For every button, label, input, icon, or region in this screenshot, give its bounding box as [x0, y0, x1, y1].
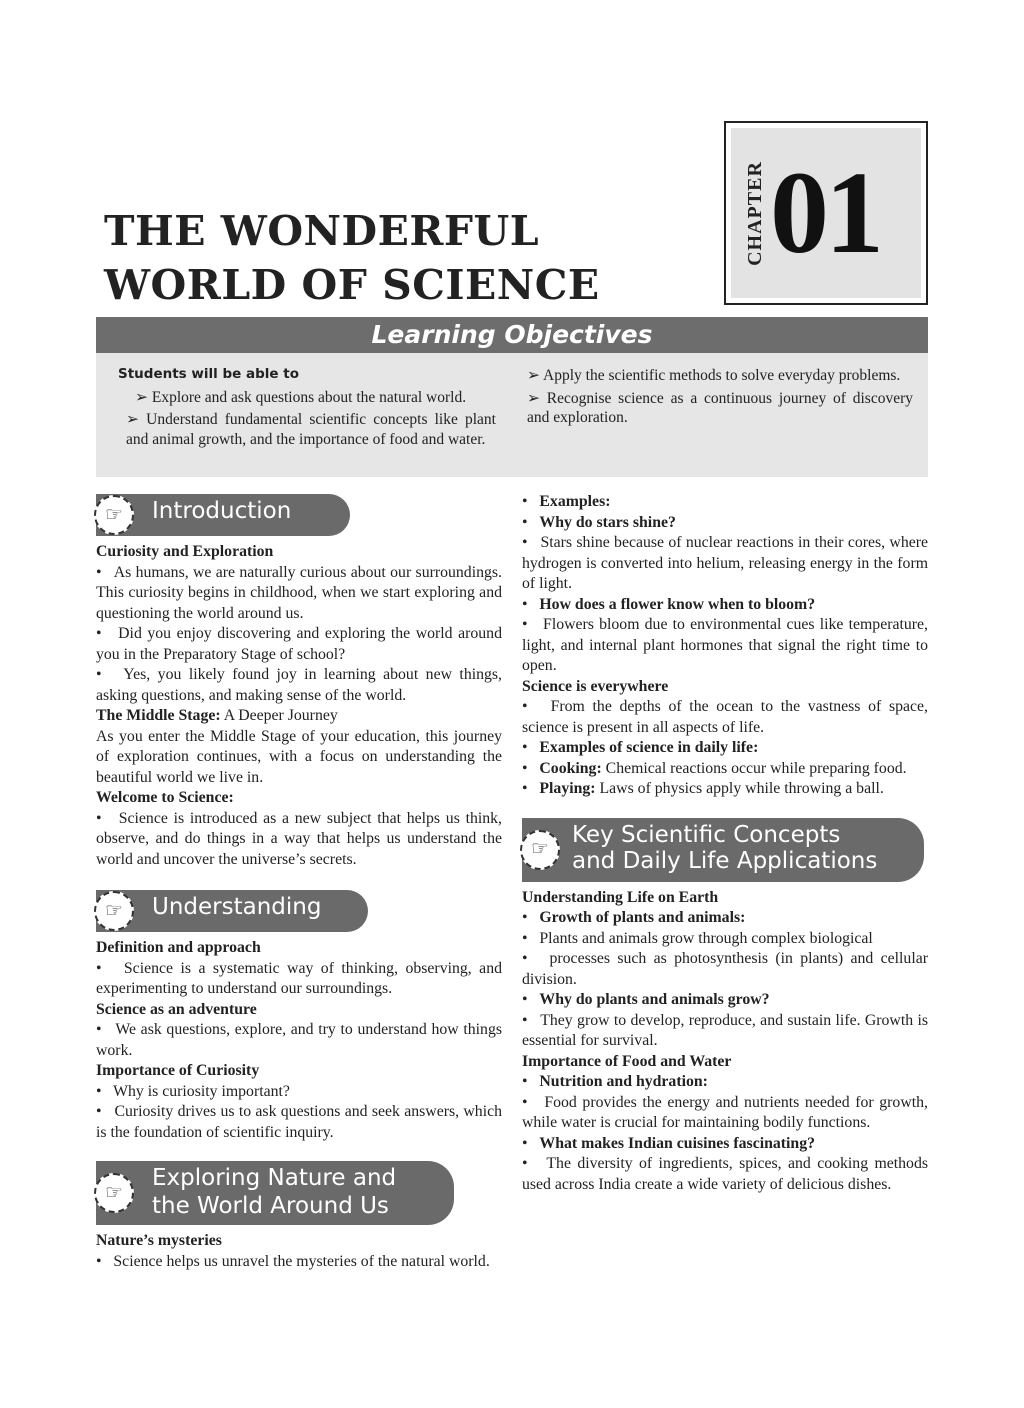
section-title: Understanding: [152, 894, 322, 920]
bullet-item: • Science is a systematic way of thinking, observing, and experimenting to understand our surroundings.: [96, 959, 502, 997]
pointing-hand-icon: ☞: [94, 1173, 134, 1213]
bullet-item: • Examples:: [522, 493, 611, 510]
bullet-item: • Food provides the energy and nutrients needed for growth, while water is crucial for maintaining bodily functions.: [522, 1093, 928, 1131]
bullet-item: • Flowers bloom due to environmental cues like temperature, light, and internal plant hormones that signal the right time to open.: [522, 616, 928, 674]
objective-item: ➢ Understand fundamental scientific concepts like plant and animal growth, and the importance of food and water.: [126, 411, 496, 448]
title-line-1: THE WONDERFUL: [104, 207, 540, 255]
subheading: Understanding Life on Earth: [522, 888, 719, 906]
subheading: Science as an adventure: [96, 1000, 257, 1018]
bullet-item: • Examples of science in daily life:: [522, 739, 759, 756]
objectives-right: [527, 366, 913, 431]
bullet-item: • Did you enjoy discovering and exploring the world around you in the Preparatory Stage of school?: [96, 625, 502, 663]
bullet-item: • Playing: Laws of physics apply while throwing a ball.: [522, 780, 884, 797]
subheading: Nature’s mysteries: [96, 1232, 222, 1249]
title-line-2: WORLD OF SCIENCE: [104, 261, 600, 309]
bullet-item: • Science is introduced as a new subject that helps us think, observe, and do things in a way that helps us understand the world and uncover the universe’s secrets.: [96, 809, 502, 868]
pointing-hand-icon: ☞: [94, 891, 134, 931]
bullet-item: • Plants and animals grow through complex biological: [522, 929, 873, 947]
bullet-item: • Yes, you likely found joy in learning about new things, asking questions, and making sense of the world.: [96, 666, 503, 704]
chapter-label: CHAPTER: [743, 160, 766, 266]
pointing-hand-icon: ☞: [520, 830, 560, 870]
section-title: Key Scientific Concepts and Daily Life Applications: [572, 821, 878, 874]
learning-objectives-bar: [96, 317, 928, 353]
bullet-item: • Stars shine because of nuclear reactions in their cores, where hydrogen is converted into helium, releasing energy in the form of light.: [522, 534, 928, 592]
bullet-item: • Why do plants and animals grow?: [522, 991, 770, 1008]
bullet-item: • How does a flower know when to bloom?: [522, 595, 816, 613]
subheading: Curiosity and Exploration: [96, 543, 274, 560]
bullet-item: • Science helps us unravel the mysteries of the natural world.: [96, 1252, 490, 1270]
bullet-item: • Nutrition and hydration:: [522, 1073, 708, 1090]
bullet-item: • Cooking: Chemical reactions occur while preparing food.: [522, 759, 907, 777]
bullet-item: • Curiosity drives us to ask questions and seek answers, which is the foundation of scientific inquiry.: [96, 1103, 502, 1141]
bullet-item: • As humans, we are naturally curious about our surroundings. This curiosity begins in childhood, when we start exploring and questioning the world around us.: [96, 563, 502, 622]
subheading: Definition and approach: [96, 939, 261, 956]
subheading: Importance of Curiosity: [96, 1062, 260, 1079]
left-column: [96, 494, 502, 1272]
section-heading-introduction: [96, 494, 350, 536]
bullet-item: • Why do stars shine?: [522, 513, 676, 531]
section-title: Introduction: [152, 498, 292, 524]
section-heading-key-concepts: [522, 818, 924, 882]
bullet-item: • Growth of plants and animals:: [522, 909, 746, 926]
objective-item: ➢ Explore and ask questions about the natural world.: [135, 388, 467, 406]
section-title: Exploring Nature and the World Around Us: [152, 1165, 397, 1219]
pointing-hand-icon: ☞: [94, 495, 134, 535]
objectives-left: [118, 365, 496, 452]
bullet-item: • We ask questions, explore, and try to understand how things work.: [96, 1021, 503, 1059]
subheading: Importance of Food and Water: [522, 1052, 732, 1070]
learning-objectives-heading: Learning Objectives: [371, 320, 653, 349]
objective-item: ➢ Recognise science as a continuous journey of discovery and exploration.: [527, 389, 913, 426]
right-column: [522, 492, 928, 1195]
paragraph: As you enter the Middle Stage of your education, this journey of exploration continues, with a focus on understanding the beautiful world we live in.: [96, 727, 502, 786]
bullet-item: • The diversity of ingredients, spices, and cooking methods used across India create a wide variety of delicious dishes.: [522, 1155, 929, 1193]
section-heading-exploring: [96, 1161, 454, 1225]
bullet-item: • Why is curiosity important?: [96, 1082, 290, 1100]
bullet-item: • They grow to develop, reproduce, and sustain life. Growth is essential for survival.: [522, 1011, 929, 1049]
subheading: Welcome to Science:: [96, 789, 234, 806]
bullet-item: • What makes Indian cuisines fascinating?: [522, 1134, 816, 1152]
chapter-number: 01: [770, 147, 880, 278]
subheading: Science is everywhere: [522, 677, 669, 695]
bullet-item: • processes such as photosynthesis (in plants) and cellular division.: [522, 950, 928, 988]
section-heading-understanding: [96, 890, 368, 932]
chapter-title: [104, 204, 600, 312]
objective-item: ➢ Apply the scientific methods to solve everyday problems.: [527, 367, 901, 384]
objectives-lead: Students will be able to: [118, 366, 299, 382]
subheading: The Middle Stage: A Deeper Journey: [96, 707, 338, 724]
bullet-item: • From the depths of the ocean to the vastness of space, science is present in all aspects of life.: [522, 698, 928, 736]
